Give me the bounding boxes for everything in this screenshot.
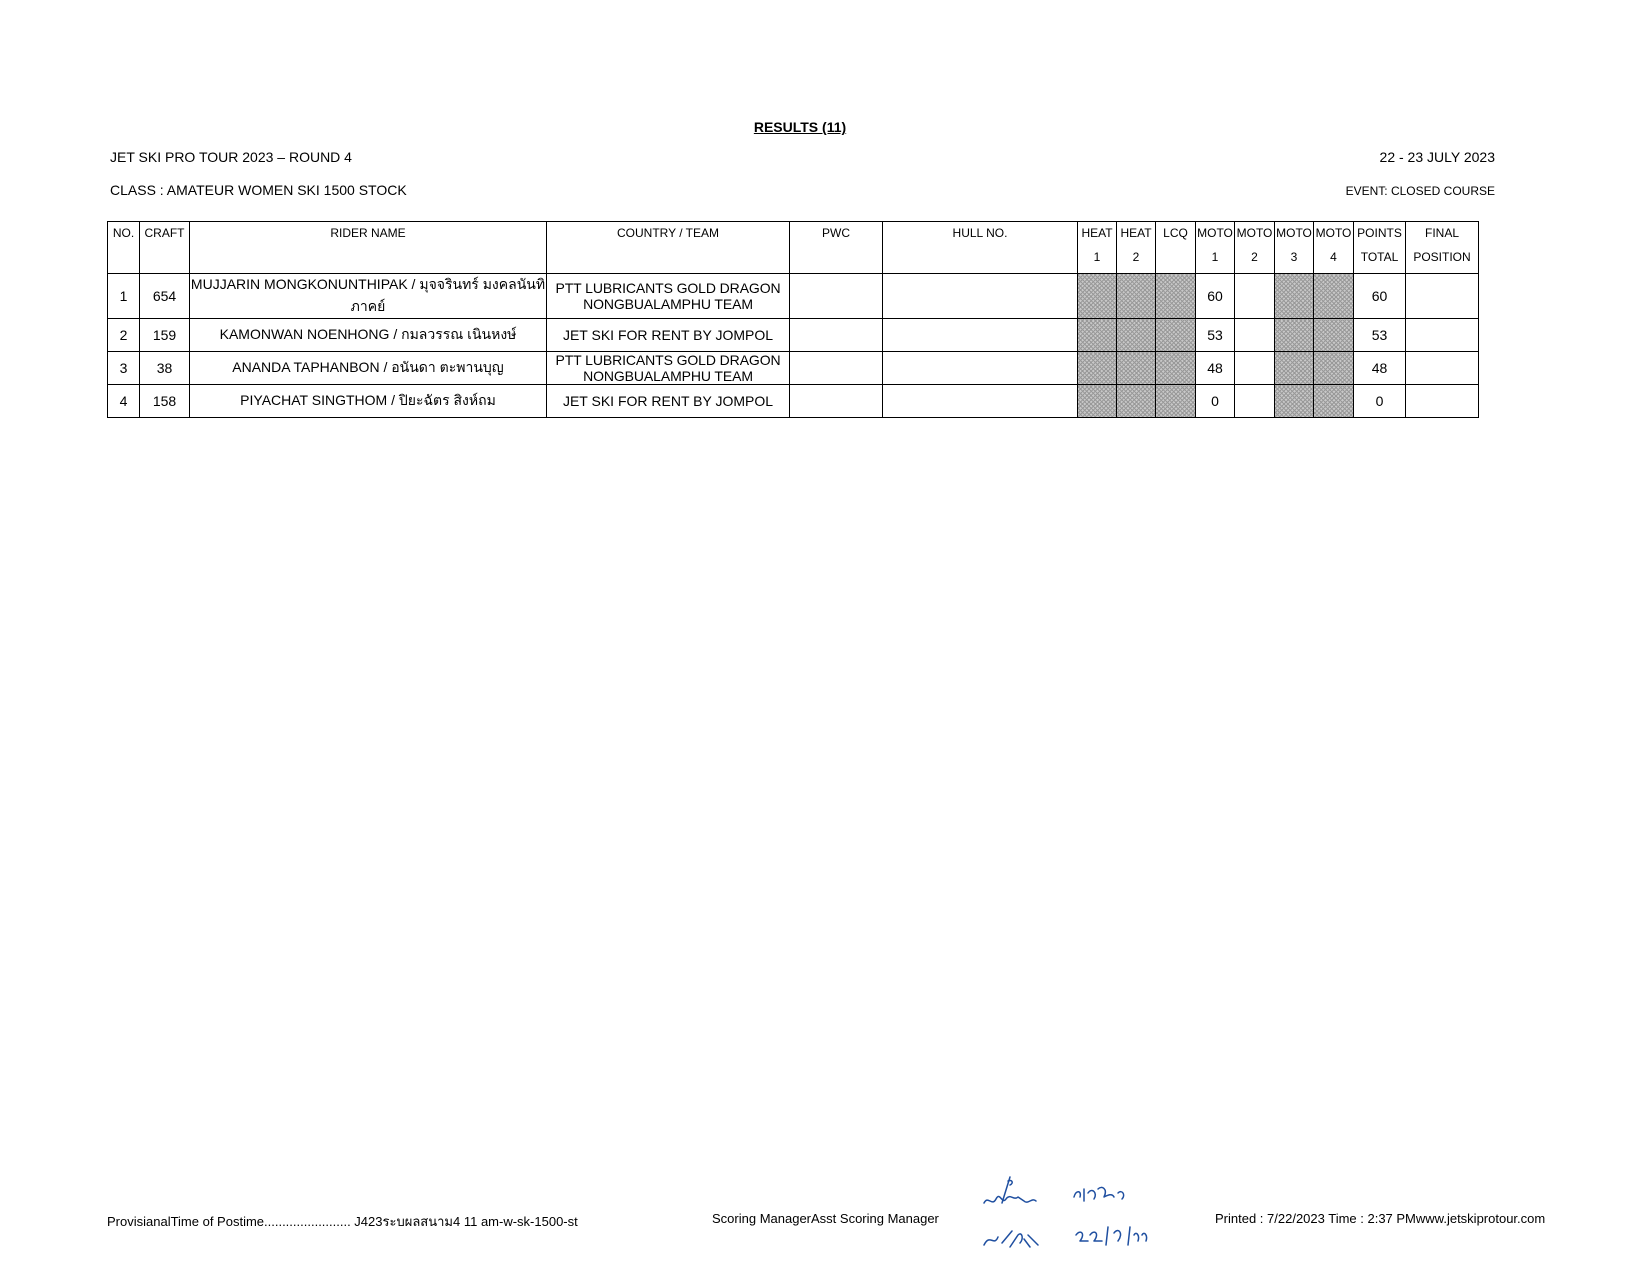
column-header-final-position [1406,222,1479,274]
cell-hull-no [883,385,1078,418]
cell-craft: 38 [140,352,190,385]
column-header-label: MOTO [1197,226,1233,240]
cell-points-total: 53 [1354,319,1406,352]
column-header-sublabel: 1 [1211,250,1219,264]
column-header-moto-4 [1314,222,1354,274]
column-header-sublabel: 3 [1290,250,1298,264]
cell-final-position [1406,274,1479,319]
column-header-rider-name [190,222,547,274]
cell-points-total: 48 [1354,352,1406,385]
cell-moto-3 [1275,319,1314,352]
cell-pwc [790,274,883,319]
cell-moto-1: 53 [1196,319,1235,352]
cell-points-total: 60 [1354,274,1406,319]
column-header-label: LCQ [1163,226,1188,240]
cell-no: 4 [108,385,140,418]
column-header-sublabel: 4 [1330,250,1337,264]
cell-final-position [1406,319,1479,352]
column-header-label: HEAT [1120,226,1152,240]
cell-moto-2 [1235,385,1275,418]
cell-country-team: PTT LUBRICANTS GOLD DRAGON NONGBUALAMPHU TEAM [547,274,790,319]
cell-moto-3 [1275,274,1314,319]
cell-country-team: JET SKI FOR RENT BY JOMPOL [547,385,790,418]
cell-hull-no [883,319,1078,352]
cell-points-total: 0 [1354,385,1406,418]
cell-heat-2 [1117,319,1156,352]
cell-moto-1: 0 [1196,385,1235,418]
cell-moto-1: 60 [1196,274,1235,319]
cell-country-team: JET SKI FOR RENT BY JOMPOL [547,319,790,352]
column-header-heat-2 [1117,222,1156,274]
cell-country-team: PTT LUBRICANTS GOLD DRAGON NONGBUALAMPHU TEAM [547,352,790,385]
results-table [107,221,1479,418]
cell-heat-1 [1078,319,1117,352]
cell-lcq [1156,274,1196,319]
event-dates: 22 - 23 JULY 2023 [1379,149,1495,165]
cell-moto-2 [1235,319,1275,352]
cell-moto-3 [1275,352,1314,385]
column-header-moto-1 [1196,222,1235,274]
cell-heat-1 [1078,352,1117,385]
column-header-sublabel: TOTAL [1360,250,1399,264]
column-header-no [108,222,140,274]
cell-moto-4 [1314,352,1354,385]
column-header-moto-3 [1275,222,1314,274]
column-header-label: POINTS [1357,226,1402,240]
cell-final-position [1406,385,1479,418]
race-class: CLASS : AMATEUR WOMEN SKI 1500 STOCK [110,182,407,198]
table-row [108,385,1479,418]
cell-heat-1 [1078,385,1117,418]
cell-pwc [790,319,883,352]
cell-moto-1: 48 [1196,352,1235,385]
cell-moto-2 [1235,352,1275,385]
cell-pwc [790,385,883,418]
cell-moto-2 [1235,274,1275,319]
column-header-label: PWC [822,226,850,240]
footer-provisional: ProvisianalTime of Postime........................ J423ระบผลสนาม4 11 am-w-sk-1500-st [107,1214,578,1229]
column-header-pwc [790,222,883,274]
table-row [108,319,1479,352]
event-type: EVENT: CLOSED COURSE [1345,184,1495,198]
column-header-label: MOTO [1236,226,1273,240]
column-header-craft [140,222,190,274]
cell-moto-4 [1314,385,1354,418]
cell-moto-3 [1275,385,1314,418]
column-header-sublabel: POSITION [1413,250,1471,264]
cell-craft: 654 [140,274,190,319]
cell-heat-2 [1117,352,1156,385]
cell-craft: 159 [140,319,190,352]
cell-no: 2 [108,319,140,352]
column-header-label: CRAFT [144,226,185,240]
column-header-label: COUNTRY / TEAM [616,226,720,240]
footer-printed: Printed : 7/22/2023 Time : 2:37 PMwww.jetskiprotour.com [1215,1211,1546,1226]
cell-craft: 158 [140,385,190,418]
column-header-label: RIDER NAME [330,226,406,240]
cell-final-position [1406,352,1479,385]
column-header-moto-2 [1235,222,1275,274]
table-row [108,274,1479,319]
column-header-country-team [547,222,790,274]
footer-scoring-manager: Scoring ManagerAsst Scoring Manager [712,1211,939,1226]
cell-rider-name: MUJJARIN MONGKONUNTHIPAK / มุจจรินทร์ มงคลนันทิภาคย์ [190,274,547,319]
handwritten-signatures [980,1175,1160,1260]
column-header-label: HULL NO. [952,226,1008,240]
cell-heat-2 [1117,274,1156,319]
cell-lcq [1156,352,1196,385]
event-name: JET SKI PRO TOUR 2023 – ROUND 4 [110,149,352,165]
column-header-heat-1 [1078,222,1117,274]
cell-moto-4 [1314,319,1354,352]
cell-moto-4 [1314,274,1354,319]
cell-no: 3 [108,352,140,385]
column-header-sublabel: 1 [1093,250,1101,264]
column-header-sublabel: 2 [1132,250,1140,264]
cell-heat-2 [1117,385,1156,418]
page-title: RESULTS (11) [753,119,847,135]
column-header-points-total [1354,222,1406,274]
column-header-label: FINAL [1424,226,1459,240]
cell-no: 1 [108,274,140,319]
column-header-hull-no [883,222,1078,274]
column-header-label: NO. [112,226,135,240]
cell-pwc [790,352,883,385]
column-header-label: MOTO [1315,226,1352,240]
cell-rider-name: KAMONWAN NOENHONG / กมลวรรณ เนินหงษ์ [190,319,547,352]
cell-lcq [1156,319,1196,352]
table-header-row [108,222,1479,274]
column-header-label: HEAT [1081,226,1113,240]
cell-lcq [1156,385,1196,418]
cell-hull-no [883,352,1078,385]
table-row [108,352,1479,385]
cell-rider-name: ANANDA TAPHANBON / อนันดา ตะพานบุญ [190,352,547,385]
cell-heat-1 [1078,274,1117,319]
column-header-label: MOTO [1276,226,1312,240]
column-header-sublabel: 2 [1251,250,1258,264]
cell-rider-name: PIYACHAT SINGTHOM / ปิยะฉัตร สิงห์ถม [190,385,547,418]
cell-hull-no [883,274,1078,319]
column-header-lcq [1156,222,1196,274]
